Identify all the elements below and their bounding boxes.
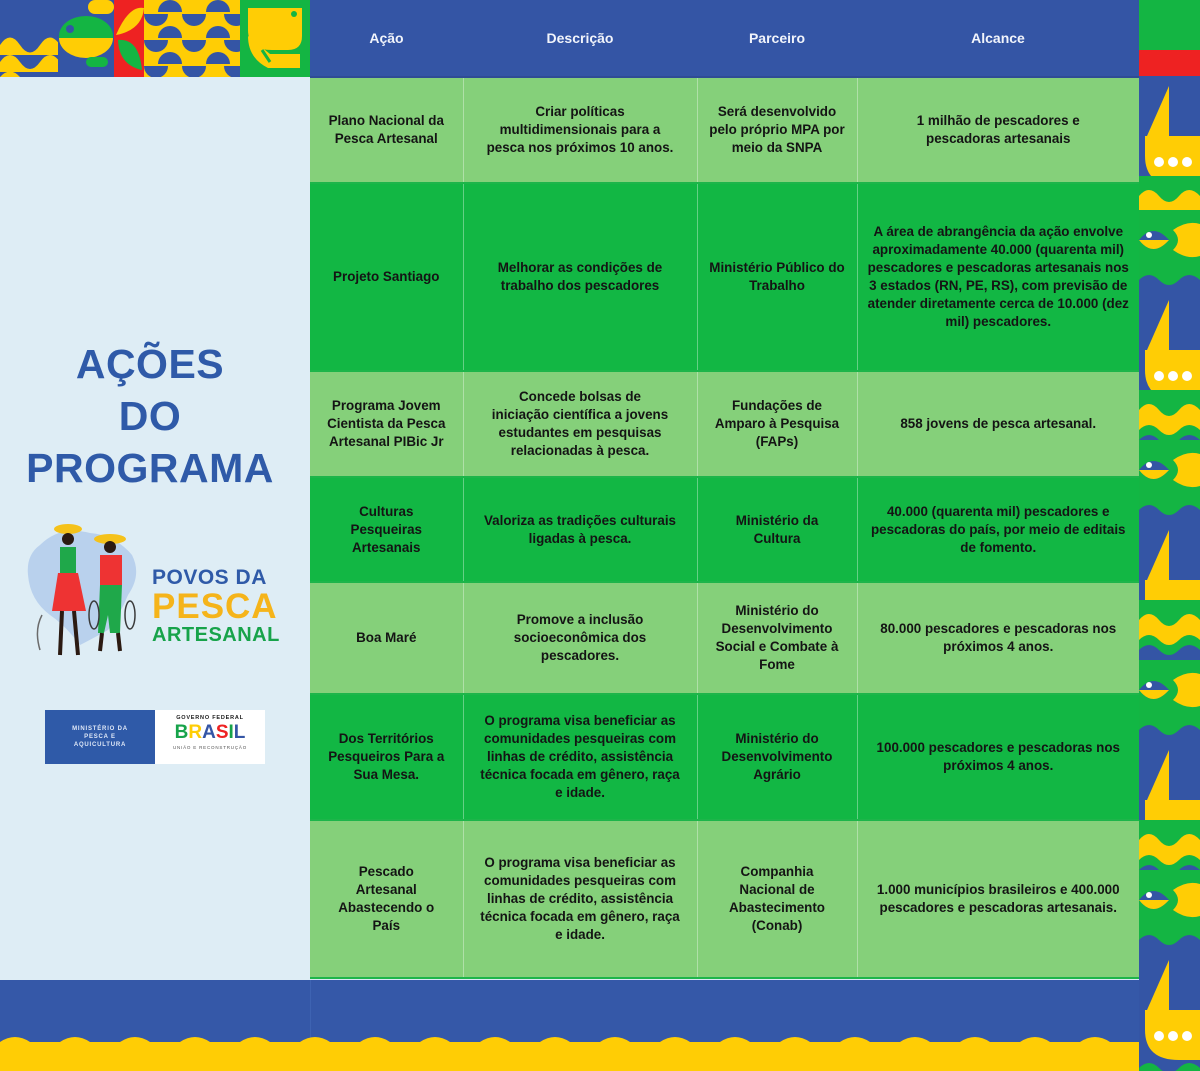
brasil-letter: I: [228, 722, 234, 743]
brand-line-3: ARTESANAL: [152, 624, 280, 646]
cell-parceiro: Companhia Nacional de Abastecimento (Conab): [697, 820, 857, 978]
table-header-row: [310, 0, 1139, 77]
cell-acao: Boa Maré: [310, 582, 463, 694]
actions-table: [310, 0, 1139, 979]
fishers-illustration-icon: [20, 515, 150, 665]
brand-line-1: POVOS DA: [152, 566, 267, 589]
cell-alcance: 1.000 municípios brasileiros e 400.000 pescadores e pescadoras artesanais.: [857, 820, 1139, 978]
page-title-line: PROGRAMA: [26, 445, 274, 491]
cell-parceiro: Ministério do Desenvolvimento Agrário: [697, 694, 857, 820]
brasil-letter: R: [188, 722, 203, 743]
cell-acao: Programa Jovem Cientista da Pesca Artesanal PIBic Jr: [310, 371, 463, 477]
cell-parceiro: Será desenvolvido pelo próprio MPA por meio da SNPA: [697, 77, 857, 183]
shrimp-icon: [240, 0, 310, 77]
cell-parceiro: Fundações de Amparo à Pesquisa (FAPs): [697, 371, 857, 477]
ministry-badge: [45, 710, 155, 764]
cell-alcance: 1 milhão de pescadores e pescadoras artesanais: [857, 77, 1139, 183]
cell-alcance: A área de abrangência da ação envolve aproximadamente 40.000 (quarenta mil) pescadores e pescadoras artesanais nos 3 estados (RN, PE, RS), com previsão de atender diretamente cerca de 10.000 (dez mil) pescadores.: [857, 183, 1139, 371]
table-row: [310, 820, 1139, 978]
footer-blue-bar: [0, 980, 1139, 1042]
table-row: [310, 183, 1139, 371]
cell-acao: Projeto Santiago: [310, 183, 463, 371]
footer-wave-edge-icon: [0, 1034, 1139, 1050]
table-row: [310, 582, 1139, 694]
ministry-badge-line: MINISTÉRIO DA: [72, 726, 128, 732]
column-header-parceiro: Parceiro: [697, 0, 857, 77]
gov-subtitle: UNIÃO E RECONSTRUÇÃO: [172, 745, 247, 750]
decorative-footer-band: [0, 980, 1139, 1071]
cell-alcance: 40.000 (quarenta mil) pescadores e pescadoras do país, por meio de editais de fomento.: [857, 477, 1139, 582]
column-header-acao: Ação: [310, 0, 463, 77]
cell-descricao: Melhorar as condições de trabalho dos pescadores: [463, 183, 697, 371]
decorative-header-pattern: [0, 0, 310, 77]
leaf-icon: [114, 0, 144, 77]
table-row: [310, 371, 1139, 477]
cell-descricao: Criar políticas multidimensionais para a pesca nos próximos 10 anos.: [463, 77, 697, 183]
cell-acao: Dos Territórios Pesqueiros Para a Sua Mesa.: [310, 694, 463, 820]
cell-descricao: O programa visa beneficiar as comunidades pesqueiras com linhas de crédito, assistência técnica focada em gênero, raça e idade.: [463, 820, 697, 978]
scallop-pattern-icon: [144, 0, 240, 77]
cell-descricao: Promove a inclusão socioeconômica dos pescadores.: [463, 582, 697, 694]
wave-pattern-icon: [0, 0, 58, 77]
left-panel: [0, 0, 310, 980]
government-badges: [45, 710, 265, 764]
povos-da-pesca-logo: [20, 515, 295, 665]
column-header-alcance: Alcance: [857, 0, 1139, 77]
footer-divider: [310, 980, 311, 1042]
brasil-wordmark: [155, 723, 265, 743]
page-title: [0, 338, 300, 494]
brasil-letter: S: [215, 722, 229, 743]
brand-wordmark: [152, 567, 280, 645]
cell-parceiro: Ministério Público do Trabalho: [697, 183, 857, 371]
cell-alcance: 80.000 pescadores e pescadoras nos próximos 4 anos.: [857, 582, 1139, 694]
gov-label: GOVERNO FEDERAL: [176, 715, 244, 721]
table-row: [310, 77, 1139, 183]
decorative-side-pattern: [1139, 0, 1200, 1071]
page-title-line: AÇÕES: [75, 341, 225, 387]
governo-federal-badge: [155, 710, 265, 764]
cell-parceiro: Ministério do Desenvolvimento Social e Combate à Fome: [697, 582, 857, 694]
brand-line-2: PESCA: [152, 587, 278, 626]
page-title-line: DO: [118, 393, 182, 439]
fish-icon: [58, 0, 114, 77]
column-header-descricao: Descrição: [463, 0, 697, 77]
cell-acao: Pescado Artesanal Abastecendo o País: [310, 820, 463, 978]
ministry-badge-line: AQUICULTURA: [73, 742, 127, 748]
cell-alcance: 858 jovens de pesca artesanal.: [857, 371, 1139, 477]
cell-descricao: Concede bolsas de iniciação científica a jovens estudantes em pesquisas relacionadas à pesca.: [463, 371, 697, 477]
table-row: [310, 477, 1139, 582]
cell-descricao: O programa visa beneficiar as comunidades pesqueiras com linhas de crédito, assistência técnica focada em gênero, raça e idade.: [463, 694, 697, 820]
ministry-badge-line: PESCA E: [84, 734, 116, 740]
cell-descricao: Valoriza as tradições culturais ligadas à pesca.: [463, 477, 697, 582]
cell-acao: Plano Nacional da Pesca Artesanal: [310, 77, 463, 183]
brasil-letter: B: [174, 722, 189, 743]
cell-alcance: 100.000 pescadores e pescadoras nos próximos 4 anos.: [857, 694, 1139, 820]
brasil-letter: L: [233, 722, 246, 743]
cell-parceiro: Ministério da Cultura: [697, 477, 857, 582]
cell-acao: Culturas Pesqueiras Artesanais: [310, 477, 463, 582]
brasil-letter: A: [202, 722, 216, 743]
table-row: [310, 694, 1139, 820]
